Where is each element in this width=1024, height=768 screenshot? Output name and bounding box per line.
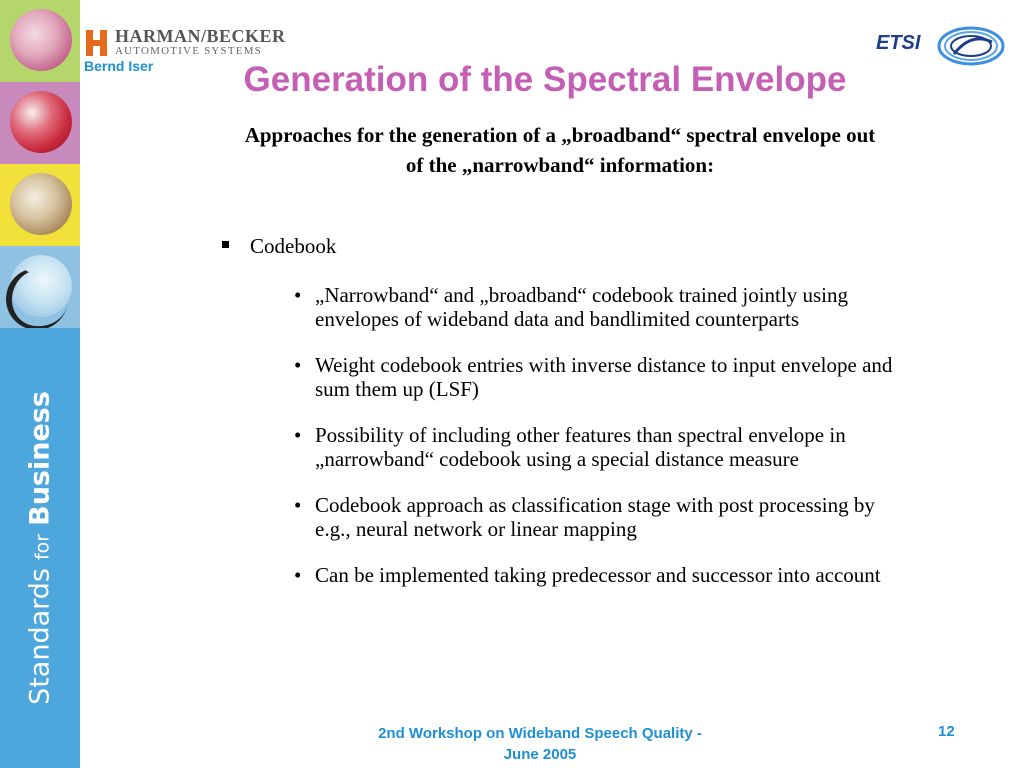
footer-event: 2nd Workshop on Wideband Speech Quality - June 2005 [378, 725, 702, 763]
slide-title: Generation of the Spectral Envelope [243, 60, 847, 99]
bullet-text: Weight codebook entries with inverse distance to input envelope and sum them up (LSF) [315, 353, 893, 401]
bullet-text: „Narrowband“ and „broadband“ codebook trained jointly using envelopes of wideband data and bandlimited counterparts [315, 283, 848, 331]
bullet-dot-icon: • [294, 353, 302, 377]
sidebar-slogan [25, 391, 56, 705]
bullet-list [294, 283, 914, 609]
bullet-dot-icon: • [294, 493, 302, 517]
globe-icon [10, 173, 72, 235]
author-name: Bernd Iser [84, 58, 154, 74]
slogan-for: for [31, 533, 54, 561]
bullet-text: Possibility of including other features than spectral envelope in „narrowband“ codebook using a special distance measure [315, 423, 846, 471]
list-item [294, 423, 914, 471]
company-name: HARMAN/BECKER [115, 26, 286, 46]
harman-h-icon [86, 30, 108, 56]
globe-icon [10, 91, 72, 153]
sidebar [0, 0, 80, 768]
company-subtitle: AUTOMOTIVE SYSTEMS [115, 45, 262, 57]
list-item [294, 353, 914, 401]
page-number: 12 [938, 723, 955, 740]
level1-label: Codebook [250, 234, 337, 258]
bullet-dot-icon: • [294, 563, 302, 587]
list-item [294, 283, 914, 331]
slogan-business: Business [24, 391, 56, 526]
globe-tile-blue [0, 246, 80, 328]
bullet-dot-icon: • [294, 283, 302, 307]
bullet-text: Can be implemented taking predecessor and successor into account [315, 563, 881, 587]
slogan-standards: Standards [24, 568, 56, 705]
globe-tile-yellow [0, 164, 80, 246]
slide-subtitle: Approaches for the generation of a „broadband“ spectral envelope out of the „narrowband“ information: [244, 123, 876, 177]
square-bullet-icon [222, 241, 229, 248]
bullet-dot-icon: • [294, 423, 302, 447]
bullet-text: Codebook approach as classification stage with post processing by e.g., neural network or linear mapping [315, 493, 875, 541]
list-item [294, 493, 914, 541]
etsi-logo-text: ETSI [876, 32, 921, 54]
list-item [294, 563, 914, 587]
